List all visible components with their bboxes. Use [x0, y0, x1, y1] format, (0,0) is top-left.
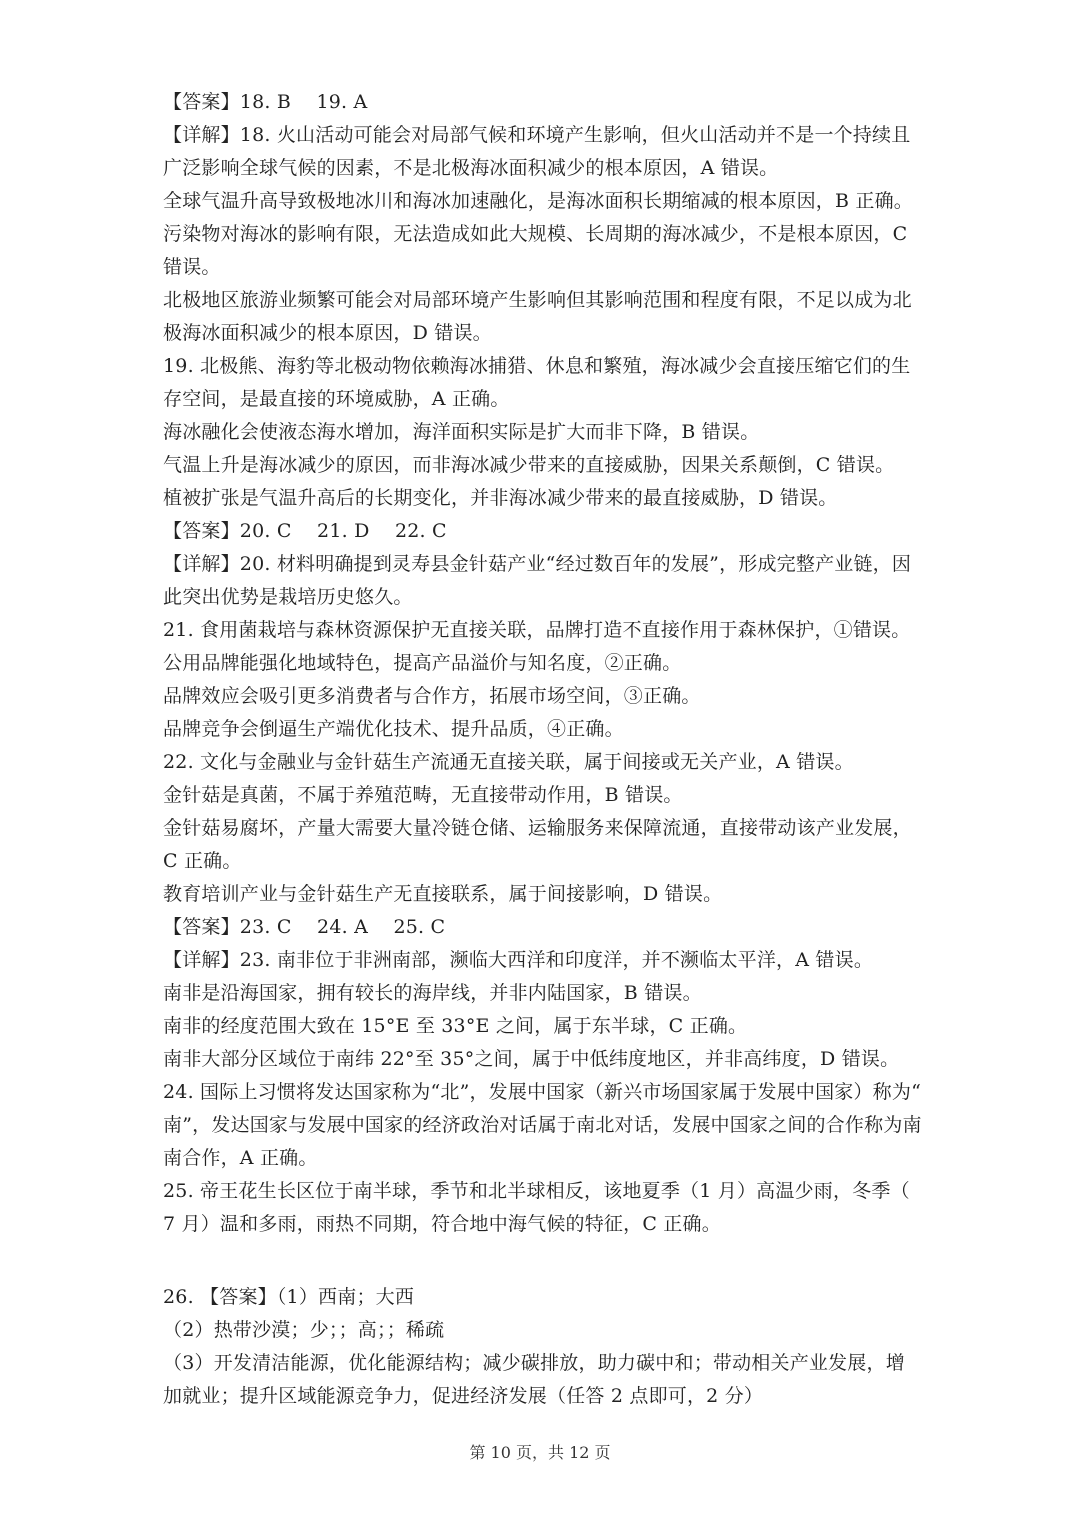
- text-line: 7 月）温和多雨，雨热不同期，符合地中海气候的特征，C 正确。: [163, 1213, 721, 1235]
- answer-block-26: [163, 1281, 923, 1413]
- text-line: （3）开发清洁能源，优化能源结构；减少碳排放，助力碳中和；带动相关产业发展，增: [163, 1352, 905, 1374]
- text-line: 教育培训产业与金针菇生产无直接联系，属于间接影响，D 错误。: [163, 883, 723, 905]
- text-line: 南非大部分区域位于南纬 22°至 35°之间，属于中低纬度地区，并非高纬度，D 错误。: [163, 1048, 900, 1070]
- text-line: 品牌竞争会倒逼生产端优化技术、提升品质，④正确。: [163, 718, 624, 740]
- text-line: 【详解】23. 南非位于非洲南部，濒临大西洋和印度洋，并不濒临太平洋，A 错误。: [163, 949, 874, 971]
- text-line: 南非是沿海国家，拥有较长的海岸线，并非内陆国家，B 错误。: [163, 982, 702, 1004]
- text-line: 22. 文化与金融业与金针菇生产流通无直接关联，属于间接或无关产业，A 错误。: [163, 751, 854, 773]
- text-line: 存空间，是最直接的环境威胁，A 正确。: [163, 388, 510, 410]
- text-line: 【详解】18. 火山活动可能会对局部气候和环境产生影响，但火山活动并不是一个持续且: [163, 124, 911, 146]
- text-line: 错误。: [163, 256, 221, 278]
- text-line: 气温上升是海冰减少的原因，而非海冰减少带来的直接威胁，因果关系颠倒，C 错误。: [163, 454, 895, 476]
- text-line: 26. 【答案】（1）西南；大西: [163, 1286, 415, 1308]
- text-line: 【答案】20. C 21. D 22. C: [163, 520, 447, 542]
- section-gap: [163, 1241, 923, 1281]
- text-line: 海冰融化会使液态海水增加，海洋面积实际是扩大而非下降，B 错误。: [163, 421, 760, 443]
- text-line: 植被扩张是气温升高后的长期变化，并非海冰减少带来的最直接威胁，D 错误。: [163, 487, 838, 509]
- text-line: C 正确。: [163, 850, 242, 872]
- text-line: 加就业；提升区域能源竞争力，促进经济发展（任答 2 点即可，2 分）: [163, 1385, 764, 1407]
- text-line: 极海冰面积减少的根本原因，D 错误。: [163, 322, 492, 344]
- text-line: 24. 国际上习惯将发达国家称为“北”，发展中国家（新兴市场国家属于发展中国家）称为“: [163, 1081, 921, 1103]
- text-line: 21. 食用菌栽培与森林资源保护无直接关联，品牌打造不直接作用于森林保护，①错误。: [163, 619, 911, 641]
- text-line: 19. 北极熊、海豹等北极动物依赖海冰捕猎、休息和繁殖，海冰减少会直接压缩它们的生: [163, 355, 911, 377]
- text-line: 金针菇易腐坏，产量大需要大量冷链仓储、运输服务来保障流通，直接带动该产业发展，: [163, 817, 912, 839]
- text-line: 广泛影响全球气候的因素，不是北极海冰面积减少的根本原因，A 错误。: [163, 157, 779, 179]
- text-line: 【答案】23. C 24. A 25. C: [163, 916, 446, 938]
- answer-content: [163, 86, 923, 1413]
- page-footer: 第 10 页，共 12 页: [469, 1443, 611, 1462]
- text-line: 【详解】20. 材料明确提到灵寿县金针菇产业“经过数百年的发展”，形成完整产业链，因: [163, 553, 912, 575]
- text-line: 北极地区旅游业频繁可能会对局部环境产生影响但其影响范围和程度有限，不足以成为北: [163, 289, 912, 311]
- text-line: 南”，发达国家与发展中国家的经济政治对话属于南北对话，发展中国家之间的合作称为南: [163, 1114, 922, 1136]
- text-line: （2）热带沙漠；少；；高；；稀疏: [163, 1319, 445, 1341]
- text-line: 污染物对海冰的影响有限，无法造成如此大规模、长周期的海冰减少，不是根本原因，C: [163, 223, 908, 245]
- text-line: 【答案】18. B 19. A: [163, 91, 368, 113]
- text-line: 金针菇是真菌，不属于养殖范畴，无直接带动作用，B 错误。: [163, 784, 683, 806]
- text-line: 南非的经度范围大致在 15°E 至 33°E 之间，属于东半球，C 正确。: [163, 1015, 748, 1037]
- text-line: 公用品牌能强化地域特色，提高产品溢价与知名度，②正确。: [163, 652, 682, 674]
- text-line: 品牌效应会吸引更多消费者与合作方，拓展市场空间，③正确。: [163, 685, 701, 707]
- text-line: 25. 帝王花生长区位于南半球，季节和北半球相反，该地夏季（1 月）高温少雨，冬季（: [163, 1180, 910, 1202]
- text-line: 此突出优势是栽培历史悠久。: [163, 586, 413, 608]
- text-line: 全球气温升高导致极地冰川和海冰加速融化，是海冰面积长期缩减的根本原因，B 正确。: [163, 190, 914, 212]
- text-line: 南合作，A 正确。: [163, 1147, 318, 1169]
- answer-block-18-25: [163, 86, 923, 1241]
